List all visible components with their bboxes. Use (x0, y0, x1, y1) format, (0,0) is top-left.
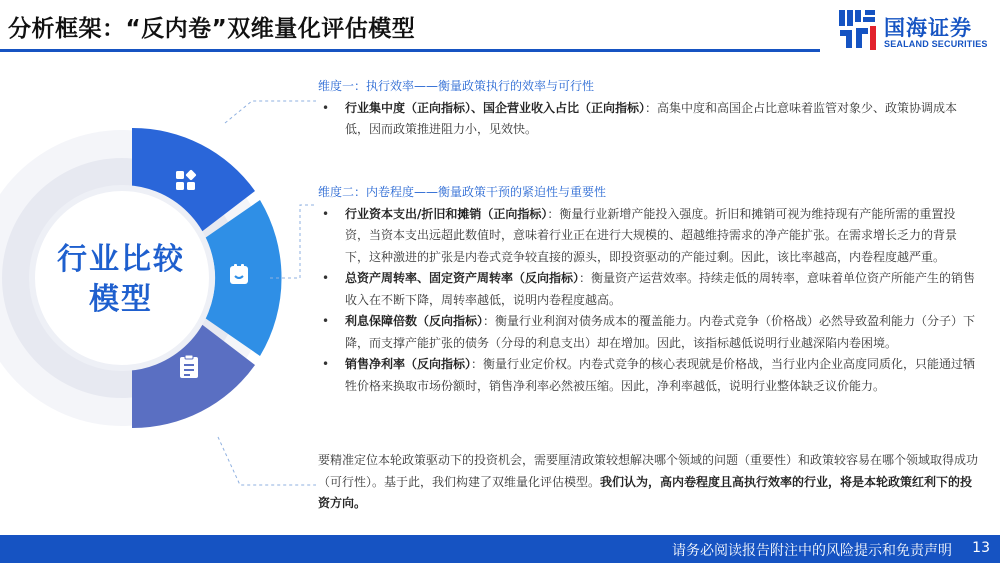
calendar-badge-icon (230, 264, 248, 284)
disclaimer-link[interactable]: 请务必阅读报告附注中的风险提示和免责声明 (672, 543, 952, 559)
page-number: 13 (972, 540, 990, 556)
item-text: ：衡量行业利润对债务成本的覆盖能力。内卷式竞争（价格战）必然导致盈利能力（分子）下降，而支撑产能扩张的债务（分母的利息支出）却在增加。因此，该指标越低说明行业越深陷内卷困境。 (345, 314, 976, 350)
model-center-label (40, 240, 202, 320)
item-bold: 销售净利率（反向指标） (345, 357, 472, 371)
bullet-dot: • (322, 357, 330, 371)
dimension1-item-bold: 行业集中度（正向指标）、国企营业收入占比（正向指标） (345, 100, 646, 115)
item-bold: 行业资本支出/折旧和摊销（正向指标） (345, 206, 548, 221)
footer-bar (0, 535, 1000, 563)
item-text: ：衡量行业新增产能投入强度。折旧和摊销可视为维持现有产能所需的重置投资，当资本支出远超此数值时，意味着行业正在进行大规模的、超越维持需求的净产能扩张。在需求增长乏力的背景下，这种激进的扩张是内卷式竞争较直接的源头，即投资驱动的产能过剩。因此，该比率越高，内卷程度越严重。 (345, 206, 958, 264)
item-bold: 利息保障倍数（反向指标） (345, 314, 484, 328)
bullet-dot: • (322, 100, 330, 115)
sealand-logo-icon (838, 8, 878, 52)
page-title: 分析框架：“反内卷”双维量化评估模型 (8, 16, 416, 42)
connector-top (225, 101, 316, 123)
bullet-dot: • (322, 206, 330, 221)
dimension2-item-capex (318, 204, 978, 269)
item-bold: 总资产周转率、固定资产周转率（反向指标） (345, 271, 580, 285)
center-label-line1: 行业比较 (57, 242, 185, 277)
bullet-dot: • (322, 314, 330, 328)
item-text: ：衡量资产运营效率。持续走低的周转率，意味着单位资产所能产生的销售收入在不断下降，周转率越低，说明内卷程度越高。 (345, 271, 976, 307)
connector-bottom (218, 437, 316, 485)
clipboard-icon (180, 355, 198, 378)
dimension1-item (318, 98, 978, 141)
dimension2-title: 维度二：内卷程度——衡量政策干预的紧迫性与重要性 (318, 185, 607, 199)
dimension1-block (318, 76, 978, 141)
dimension2-item-interest-coverage (318, 311, 978, 354)
brand-name-en: SEALAND SECURITIES (884, 39, 988, 49)
dimension1-item-text: ：高集中度和高国企占比意味着监管对象少、政策协调成本低，因而政策推进阻力小，见效快。 (345, 100, 958, 136)
conclusion-text: 要精准定位本轮政策驱动下的投资机会，需要厘清政策较想解决哪个领域的问题（重要性）和政策较容易在哪个领域取得成功（可行性）。基于此，我们构建了双维量化评估模型。 (318, 453, 979, 489)
dimension1-title: 维度一：执行效率——衡量政策执行的效率与可行性 (318, 79, 595, 93)
bullet-dot: • (322, 271, 330, 285)
center-label-line2: 模型 (89, 282, 153, 317)
conclusion-block (318, 450, 978, 515)
brand-name-cn: 国海证券 (884, 16, 972, 40)
dimension2-item-turnover (318, 268, 978, 311)
brand-logo (838, 8, 998, 54)
item-text: ：衡量行业定价权。内卷式竞争的核心表现就是价格战，当行业内企业高度同质化，只能通过牺牲价格来换取市场份额时，销售净利率必然被压缩。因此，净利率越低，说明行业整体缺乏议价能力。 (345, 357, 976, 393)
dimension2-block (318, 182, 978, 397)
dimension2-item-net-margin (318, 354, 978, 397)
conclusion-bold: 我们认为，高内卷程度且高执行效率的行业，将是本轮政策红利下的投资方向。 (318, 474, 973, 510)
